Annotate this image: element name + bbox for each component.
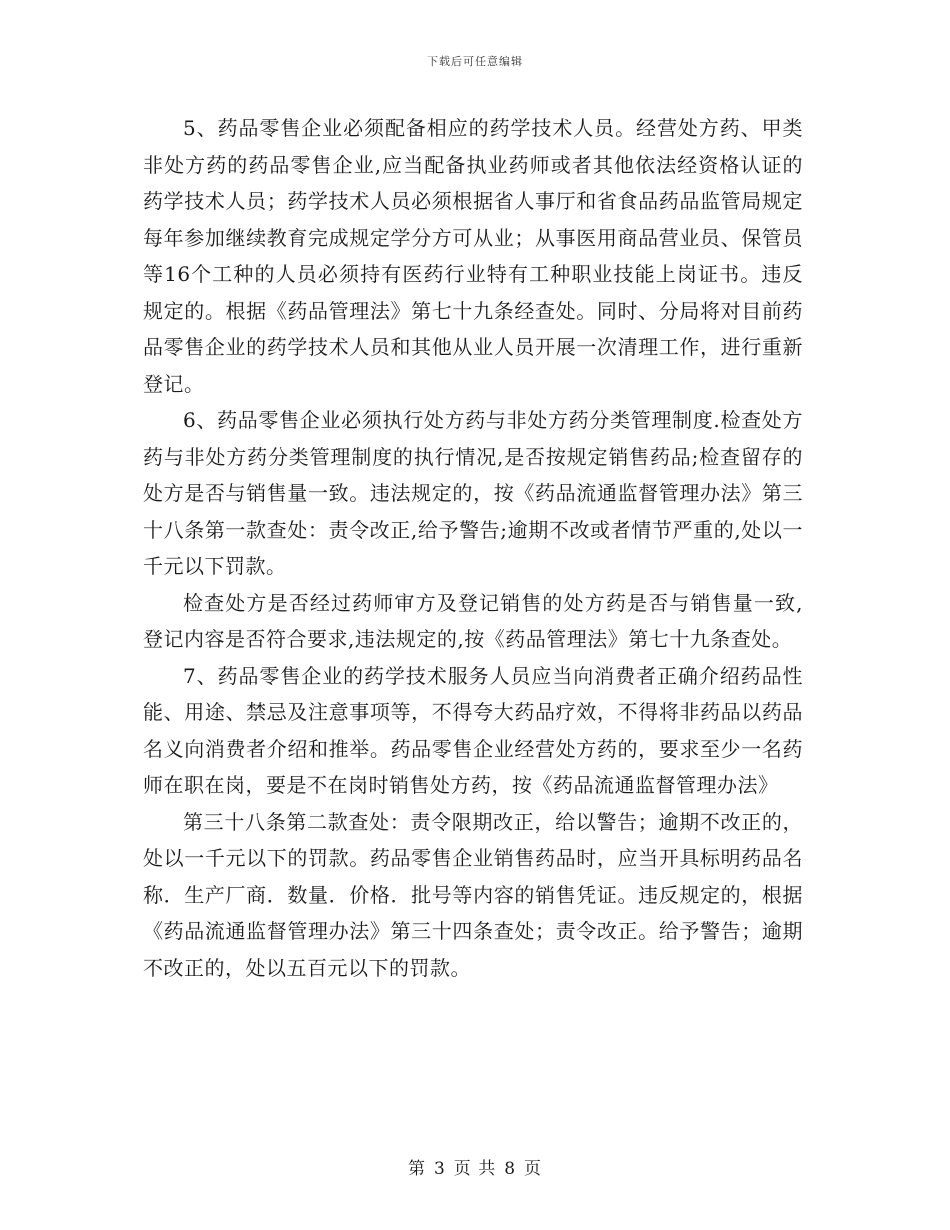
- paragraph-item-7: 7、药品零售企业的药学技术服务人员应当向消费者正确介绍药品性能、用途、禁忌及注意事项等，不得夸大药品疗效，不得将非药品以药品名义向消费者介绍和推举。药品零售企业经营处方药的，要求至少一名药师在职在岗，要是不在岗时销售处方药，按《药品流通监督管理办法》: [143, 663, 803, 797]
- page-number-footer: [0, 1154, 950, 1179]
- page-total: 8: [504, 1159, 517, 1179]
- page-current: 3: [433, 1159, 446, 1179]
- paragraph-item-6: 6、药品零售企业必须执行处方药与非处方药分类管理制度.检查处方药与非处方药分类管理制度的执行情况,是否按规定销售药品;检查留存的处方是否与销售量一致。违法规定的，按《药品流通监督管理办法》第三十八条第一款查处：责令改正,给予警告;逾期不改或者情节严重的,处以一千元以下罚款。: [143, 408, 803, 578]
- page-suffix: 页: [524, 1159, 543, 1179]
- paragraph-prescription-check: 检查处方是否经过药师审方及登记销售的处方药是否与销售量一致,登记内容是否符合要求,违法规定的,按《药品管理法》第七十九条查处。: [143, 590, 803, 651]
- document-body: [143, 110, 803, 986]
- page-prefix: 第: [407, 1159, 426, 1179]
- paragraph-article-38: 第三十八条第二款查处：责令限期改正，给以警告；逾期不改正的，处以一千元以下的罚款。药品零售企业销售药品时，应当开具标明药品名称．生产厂商．数量．价格．批号等内容的销售凭证。违反规定的，根据《药品流通监督管理办法》第三十四条查处；责令改正。给予警告；逾期不改正的，处以五百元以下的罚款。: [143, 809, 803, 980]
- page-mid: 页 共: [453, 1159, 497, 1179]
- page-header-note: 下载后可任意编辑: [427, 55, 523, 68]
- paragraph-item-5: 5、药品零售企业必须配备相应的药学技术人员。经营处方药、甲类非处方药的药品零售企业,应当配备执业药师或者其他依法经资格认证的药学技术人员；药学技术人员必须根据省人事厅和省食品药品监管局规定每年参加继续教育完成规定学分方可从业；从事医用商品营业员、保管员等16个工种的人员必须持有医药行业特有工种职业技能上岗证书。违反规定的。根据《药品管理法》第七十九条经查处。同时、分局将对目前药品零售企业的药学技术人员和其他从业人员开展一次清理工作，进行重新登记。: [143, 116, 803, 396]
